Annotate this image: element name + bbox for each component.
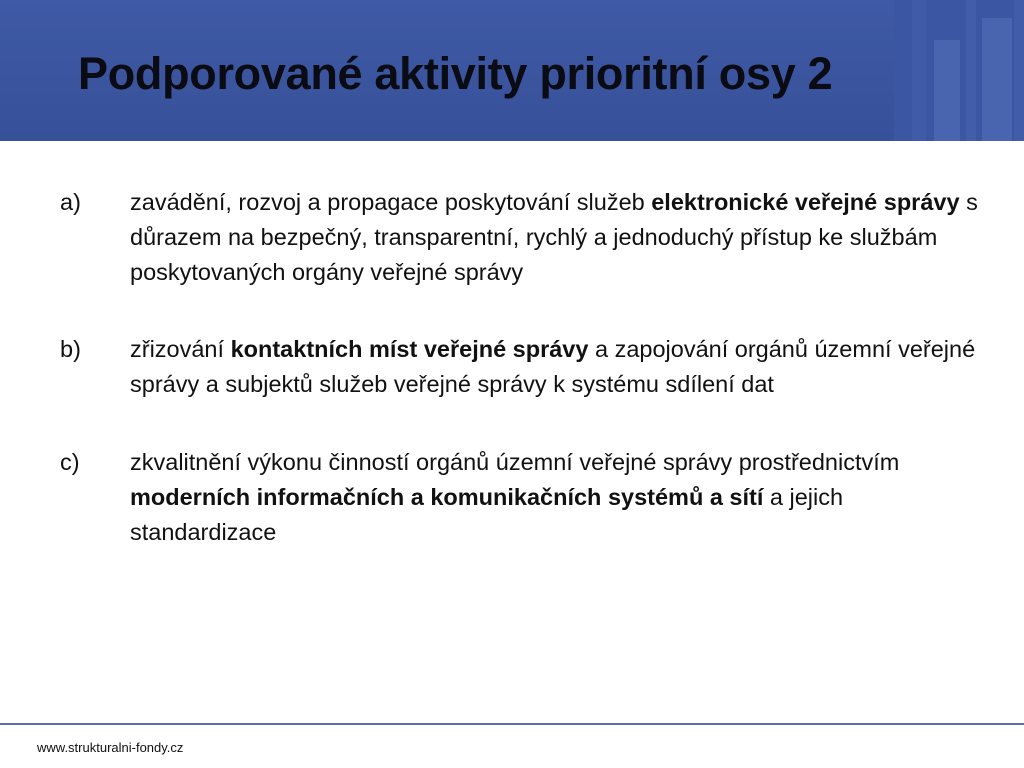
text-run: zkvalitnění výkonu činností orgánů územní veřejné správy prostřednictvím [130,449,900,475]
slide-content [60,185,980,550]
list-item-text [130,185,980,290]
list-item-c [60,445,980,550]
text-run: a jejich standardizace [130,484,844,545]
list-item-b [60,332,980,402]
decorative-bars-graphic [894,0,1024,141]
list-marker: b) [60,336,81,362]
footer-url: www.strukturalni-fondy.cz [37,740,184,755]
text-run-bold: moderních informačních a komunikačních systémů a sítí [130,484,764,510]
text-run-bold: elektronické veřejné správy [651,189,960,215]
list-item-text [130,445,980,550]
list-marker: a) [60,189,81,215]
list-item-a [60,185,980,290]
text-run: zavádění, rozvoj a propagace poskytování služeb [130,189,652,215]
slide-title: Podporované aktivity prioritní osy 2 [78,48,833,99]
list-item-text [130,332,980,402]
list-marker: c) [60,449,80,475]
footer-divider [0,723,1024,725]
header-banner [0,0,1024,141]
text-run-bold: kontaktních míst veřejné správy [230,336,589,362]
text-run: zřizování [130,336,231,362]
text-run: s důrazem na bezpečný, transparentní, rychlý a jednoduchý přístup ke službám poskytovaných orgány veřejné správy [130,189,978,285]
text-run: a zapojování orgánů územní veřejné správy a subjektů služeb veřejné správy k systému sdílení dat [130,336,976,397]
